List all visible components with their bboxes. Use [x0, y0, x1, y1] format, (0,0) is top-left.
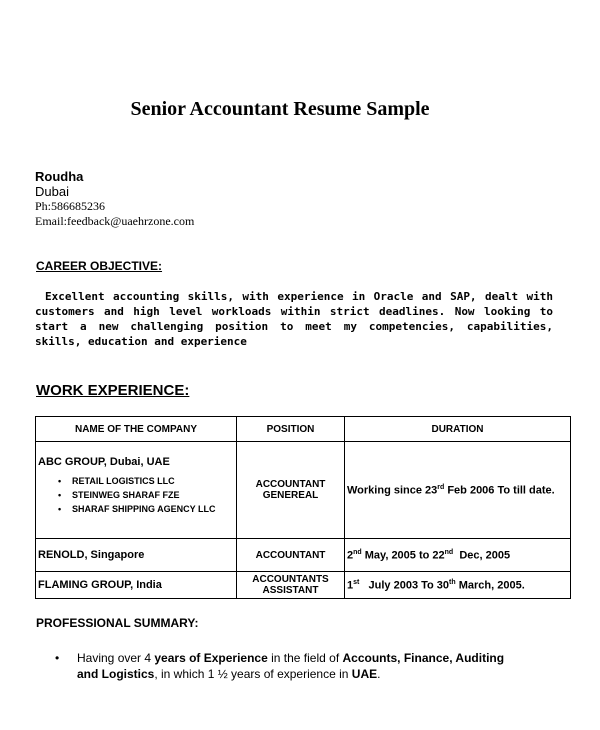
summary-fragment: , in which 1 ½ years of experience in [154, 667, 352, 681]
subsidiary-name: SHARAF SHIPPING AGENCY LLC [72, 504, 216, 514]
career-objective-text: Excellent accounting skills, with experience in Oracle and SAP, dealt with customers and high level workloads within strict deadlines. Now looking to start a new challenging position to meet my competencies, capabilities, skills, education and experience [35, 290, 553, 348]
column-header-position: POSITION [237, 417, 345, 442]
duration-text: 1 [347, 579, 354, 592]
list-item [58, 502, 234, 516]
bullet-icon: • [58, 490, 62, 500]
duration-cell [345, 539, 571, 572]
subsidiary-list [38, 474, 234, 516]
career-objective-heading: CAREER OBJECTIVE: [36, 259, 163, 273]
subsidiary-name: STEINWEG SHARAF FZE [72, 490, 180, 500]
contact-block [35, 169, 194, 229]
contact-phone: Ph:586685236 [35, 199, 106, 213]
list-item [58, 488, 234, 502]
duration-superscript: th [449, 578, 456, 586]
company-cell [36, 572, 237, 599]
company-name: ABC GROUP, Dubai, UAE [38, 456, 170, 468]
duration-text: Feb 2006 To till date. [444, 484, 555, 497]
duration-text: July 2003 To 30 [359, 579, 450, 592]
summary-text [77, 650, 525, 682]
contact-city: Dubai [35, 184, 69, 199]
summary-fragment: Having over 4 [77, 651, 155, 665]
position-cell: ACCOUNTANT GENEREAL [237, 442, 345, 539]
summary-bold-fragment: UAE [351, 667, 378, 681]
duration-text: March, 2005. [455, 579, 525, 592]
duration-text: May, 2005 to 22 [361, 549, 445, 562]
company-cell [36, 539, 237, 572]
bullet-icon: • [55, 651, 60, 665]
duration-superscript: st [353, 578, 360, 586]
duration-text: Dec, 2005 [453, 549, 511, 562]
page-title: Senior Accountant Resume Sample [130, 98, 430, 120]
summary-bold-fragment: Accounts, Finance, Auditing and Logistics [77, 651, 505, 681]
summary-bold-fragment: years of Experience [154, 651, 268, 665]
position-cell: ACCOUNTANT [237, 539, 345, 572]
position-cell: ACCOUNTANTS ASSISTANT [237, 572, 345, 599]
table-header-row [36, 417, 571, 442]
contact-name: Roudha [35, 169, 84, 184]
company-name: RENOLD, Singapore [38, 549, 145, 561]
duration-superscript: rd [437, 483, 445, 491]
bullet-icon: • [58, 504, 62, 514]
professional-summary-heading: PROFESSIONAL SUMMARY: [36, 616, 199, 630]
bullet-icon: • [58, 476, 62, 486]
table-row [36, 572, 571, 599]
column-header-company: NAME OF THE COMPANY [36, 417, 237, 442]
list-item [58, 474, 234, 488]
duration-text: Working since 23 [347, 484, 438, 497]
table-row [36, 442, 571, 539]
duration-superscript: nd [353, 548, 362, 556]
professional-summary-item [55, 650, 525, 682]
summary-fragment: in the field of [267, 651, 343, 665]
column-header-duration: DURATION [345, 417, 571, 442]
work-experience-heading: WORK EXPERIENCE: [36, 382, 190, 399]
work-experience-table [35, 416, 571, 599]
contact-email: Email:feedback@uaehrzone.com [35, 214, 195, 228]
subsidiary-name: RETAIL LOGISTICS LLC [72, 476, 175, 486]
company-name: FLAMING GROUP, India [38, 579, 162, 591]
duration-superscript: nd [444, 548, 454, 556]
duration-text: 2 [347, 549, 354, 562]
company-cell [36, 442, 237, 539]
table-row [36, 539, 571, 572]
summary-fragment: . [377, 667, 381, 681]
duration-cell [345, 572, 571, 599]
duration-cell [345, 442, 571, 539]
